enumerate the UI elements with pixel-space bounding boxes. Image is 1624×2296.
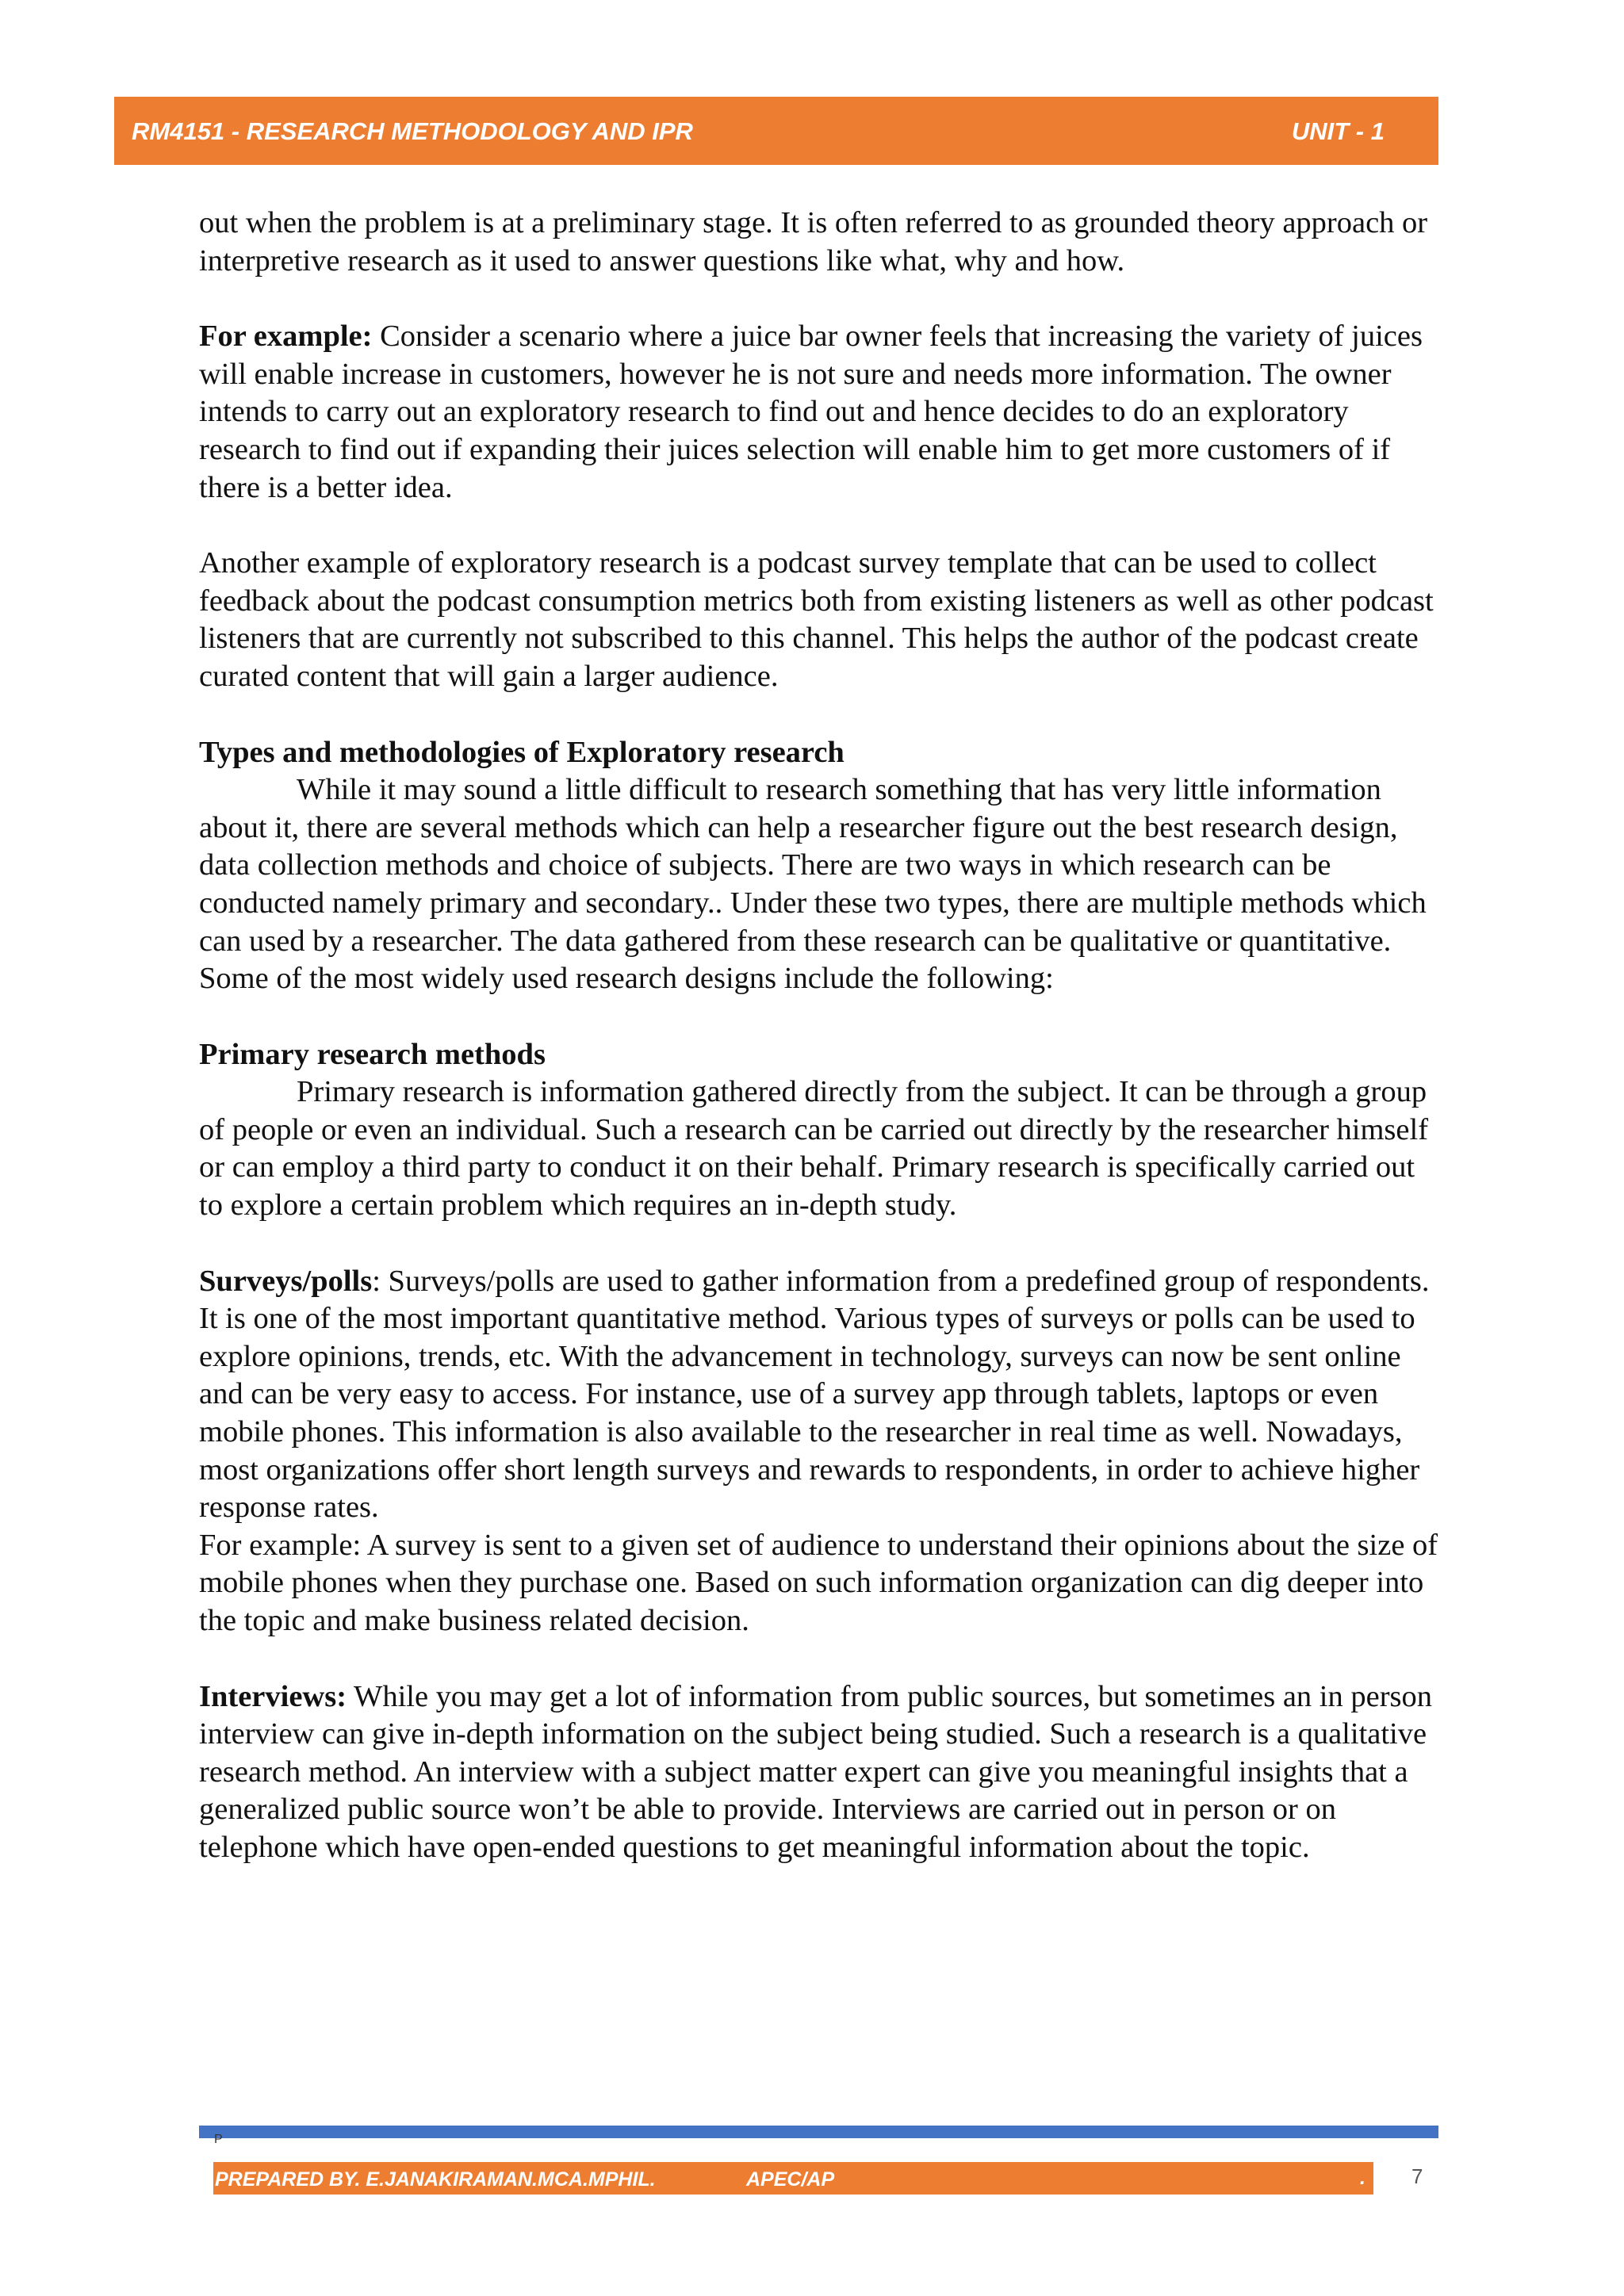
types-text: While it may sound a little difficult to research something that has very little information about it, there are several methods which can help a researcher figure out the best research design, data collection methods and choice of subjects. There are two ways in which research can be conducted namely primary and secondary.. Under these two types, there are multiple methods which can used by a researcher. The data gathered from these research can be qualitative or quantitative. Some of the most widely used research designs include the following:: [199, 773, 1427, 996]
paragraph-podcast-example: Another example of exploratory research is a podcast survey template that can be used to collect feedback about the podcast consumption metrics both from existing listeners as well as other podcast listeners that are currently not subscribed to this channel. This helps the author of the podcast create curated content that will gain a larger audience.: [199, 546, 1434, 693]
paragraph-intro: out when the problem is at a preliminary stage. It is often referred to as grounded theory approach or interpretive research as it used to answer questions like what, why and how.: [199, 206, 1428, 277]
footer-dot: .: [1360, 2167, 1365, 2189]
footer-stray-letter: P: [214, 2133, 223, 2146]
surveys-text: : Surveys/polls are used to gather information from a predefined group of respondents. It is one of the most important quantitative method. Various types of surveys or polls can be used to explore opinions, trends, etc. With the advancement in technology, surveys can now be sent online and can be very easy to access. For instance, use of a survey app through tablets, laptops or even mobile phones. This information is also available to the researcher in real time as well. Nowadays, most organizations offer short length surveys and rewards to respondents, in order to achieve higher response rates.: [199, 1264, 1430, 1525]
example-text: Consider a scenario where a juice bar owner feels that increasing the variety of juices will enable increase in customers, however he is not sure and needs more information. The owner intends to carry out an exploratory research to find out and hence decides to do an exploratory research to find out if expanding their juices selection will enable him to get more customers of if there is a better idea.: [199, 320, 1423, 504]
section-types: [199, 734, 1446, 998]
footer-college: APEC/AP: [746, 2168, 835, 2191]
surveys-example: For example: A survey is sent to a given set of audience to understand their opinions about the size of mobile phones when they purchase one. Based on such information organization can dig deeper into the topic and make business related decision.: [199, 1528, 1438, 1637]
page-body: [199, 205, 1446, 1905]
page-footer: [213, 2162, 1373, 2195]
header-unit: UNIT - 1: [1291, 117, 1385, 145]
example-label: For example:: [199, 320, 373, 354]
section-primary: [199, 1036, 1446, 1225]
section-surveys: [199, 1263, 1446, 1640]
section-interviews: [199, 1678, 1446, 1867]
interviews-label: Interviews:: [199, 1679, 347, 1713]
header-course-title: RM4151 - RESEARCH METHODOLOGY AND IPR: [132, 117, 693, 145]
page-number: 7: [1411, 2164, 1423, 2188]
interviews-text: While you may get a lot of information from public sources, but sometimes an in person interview can give in-depth information on the subject being studied. Such a research is a qualitative research method. An interview with a subject matter expert can give you meaningful insights that a generalized public source won’t be able to provide. Interviews are carried out in person or on telephone which have open-ended questions to get meaningful information about the topic.: [199, 1679, 1433, 1864]
types-heading: Types and methodologies of Exploratory research: [199, 735, 845, 769]
page-header: [114, 97, 1438, 165]
footer-prepared-by: PREPARED BY. E.JANAKIRAMAN.MCA.MPHIL.: [215, 2168, 656, 2191]
primary-text: Primary research is information gathered directly from the subject. It can be through a group of people or even an individual. Such a research can be carried out directly by the researcher himself or can employ a third party to conduct it on their behalf. Primary research is specifically carried out to explore a certain problem which requires an in-depth study.: [199, 1075, 1429, 1223]
primary-heading: Primary research methods: [199, 1037, 546, 1071]
paragraph-juice-example: [199, 318, 1446, 507]
footer-divider: [199, 2126, 1438, 2138]
surveys-label: Surveys/polls: [199, 1264, 373, 1298]
